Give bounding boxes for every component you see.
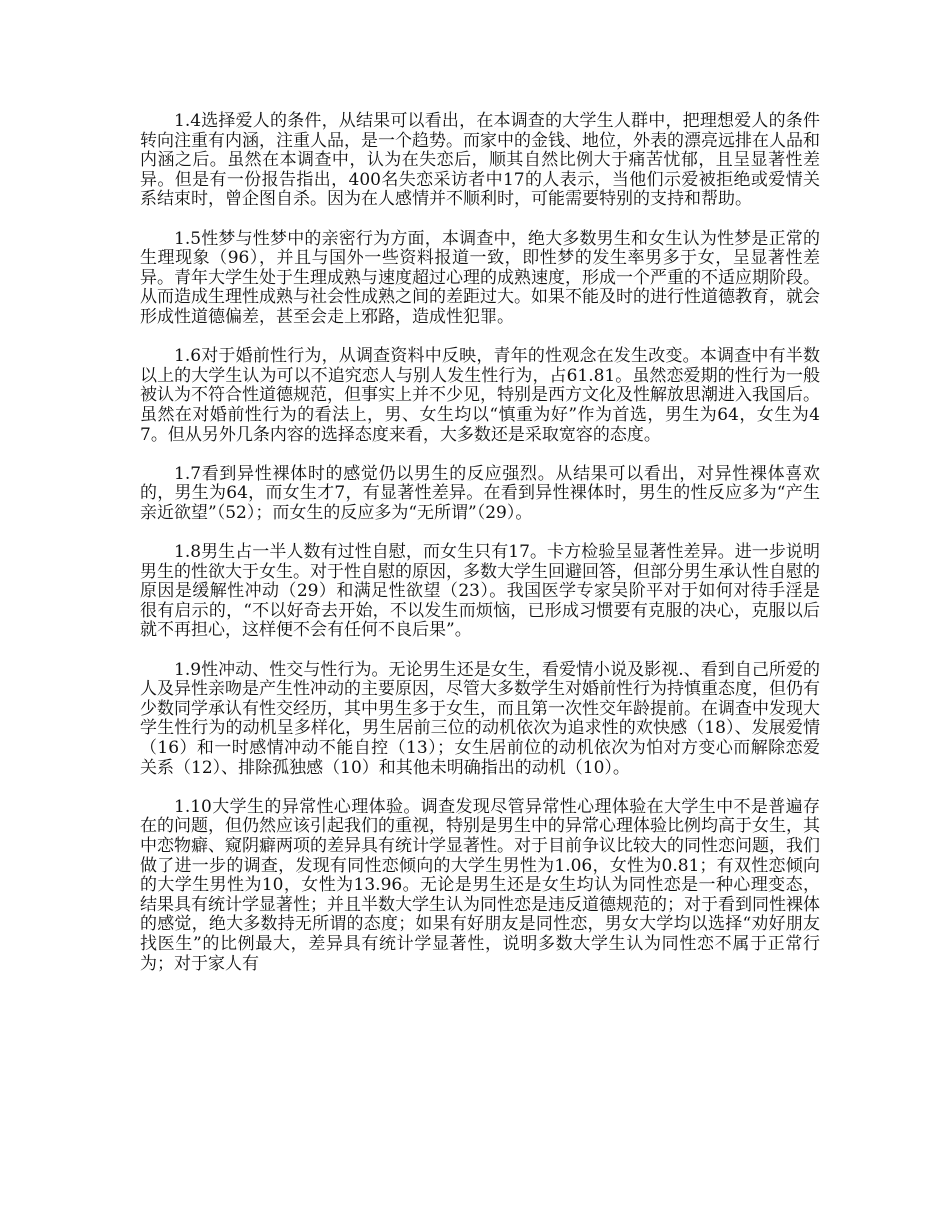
document-body	[140, 112, 820, 994]
paragraph-1-8: 1.8男生占一半人数有过性自慰，而女生只有17。卡方检验呈显著性差异。进一步说明男生的性欲大于女生。对于性自慰的原因，多数大学生回避回答，但部分男生承认性自慰的原因是缓解性冲动（29）和满足性欲望（23）。我国医学专家吴阶平对于如何对待手淫是很有启示的，“不以好奇去开始，不以发生而烦恼，已形成习惯要有克服的决心，克服以后就不再担心，这样便不会有任何不良后果”。	[140, 542, 820, 641]
paragraph-1-4: 1.4选择爱人的条件，从结果可以看出，在本调查的大学生人群中，把理想爱人的条件转向注重有内涵，注重人品，是一个趋势。而家中的金钱、地位，外表的漂亮远排在人品和内涵之后。虽然在本调查中，认为在失恋后，顺其自然比例大于痛苦忧郁，且呈显著性差异。但是有一份报告指出，400名失恋采访者中17的人表示，当他们示爱被拒绝或爱情关系结束时，曾企图自杀。因为在人感情并不顺利时，可能需要特别的支持和帮助。	[140, 111, 820, 210]
paragraph-1-9: 1.9性冲动、性交与性行为。无论男生还是女生，看爱情小说及影视.、看到自己所爱的人及异性亲吻是产生性冲动的主要原因，尽管大多数学生对婚前性行为持慎重态度，但仍有少数同学承认有性交经历，其中男生多于女生，而且第一次性交年龄提前。在调查中发现大学生性行为的动机呈多样化，男生居前三位的动机依次为追求性的欢快感（18）、发展爱情（16）和一时感情冲动不能自控（13）；女生居前位的动机依次为怕对方变心而解除恋爱关系（12）、排除孤独感（10）和其他未明确指出的动机（10）。	[140, 659, 820, 778]
paragraph-1-7: 1.7看到异性裸体时的感觉仍以男生的反应强烈。从结果可以看出，对异性裸体喜欢的，男生为64，而女生才7，有显著性差异。在看到异性裸体时，男生的性反应多为“产生亲近欲望”（52）；而女生的反应多为“无所谓”（29）。	[140, 463, 820, 523]
paragraph-1-5: 1.5性梦与性梦中的亲密行为方面，本调查中，绝大多数男生和女生认为性梦是正常的生理现象（96），并且与国外一些资料报道一致，即性梦的发生率男多于女，呈显著性差异。青年大学生处于生理成熟与速度超过心理的成熟速度，形成一个严重的不适应期阶段。从而造成生理性成熟与社会性成熟之间的差距过大。如果不能及时的进行性道德教育，就会形成性道德偏差，甚至会走上邪路，造成性犯罪。	[140, 228, 820, 327]
paragraph-1-6: 1.6对于婚前性行为，从调查资料中反映，青年的性观念在发生改变。本调查中有半数以上的大学生认为可以不追究恋人与别人发生性行为，占61.81。虽然恋爱期的性行为一般被认为不符合性道德规范，但事实上并不少见，特别是西方文化及性解放思潮进入我国后。虽然在对婚前性行为的看法上，男、女生均以“慎重为好”作为首选，男生为64，女生为47。但从另外几条内容的选择态度来看，大多数还是采取宽容的态度。	[140, 346, 820, 445]
paragraph-1-10: 1.10大学生的异常性心理体验。调查发现尽管异常性心理体验在大学生中不是普遍存在的问题，但仍然应该引起我们的重视，特别是男生中的异常心理体验比例均高于女生，其中恋物癖、窥阴癖两项的差异具有统计学显著性。对于目前争议比较大的同性恋问题，我们做了进一步的调查，发现有同性恋倾向的大学生男性为1.06，女性为0.81；有双性恋倾向的大学生男性为10，女性为13.96。无论是男生还是女生均认为同性恋是一种心理变态，结果具有统计学显著性；并且半数大学生认为同性恋是违反道德规范的；对于看到同性裸体的感觉，绝大多数持无所谓的态度；如果有好朋友是同性恋，男女大学均以选择“劝好朋友找医生”的比例最大，差异具有统计学显著性，说明多数大学生认为同性恋不属于正常行为；对于家人有	[140, 796, 820, 974]
